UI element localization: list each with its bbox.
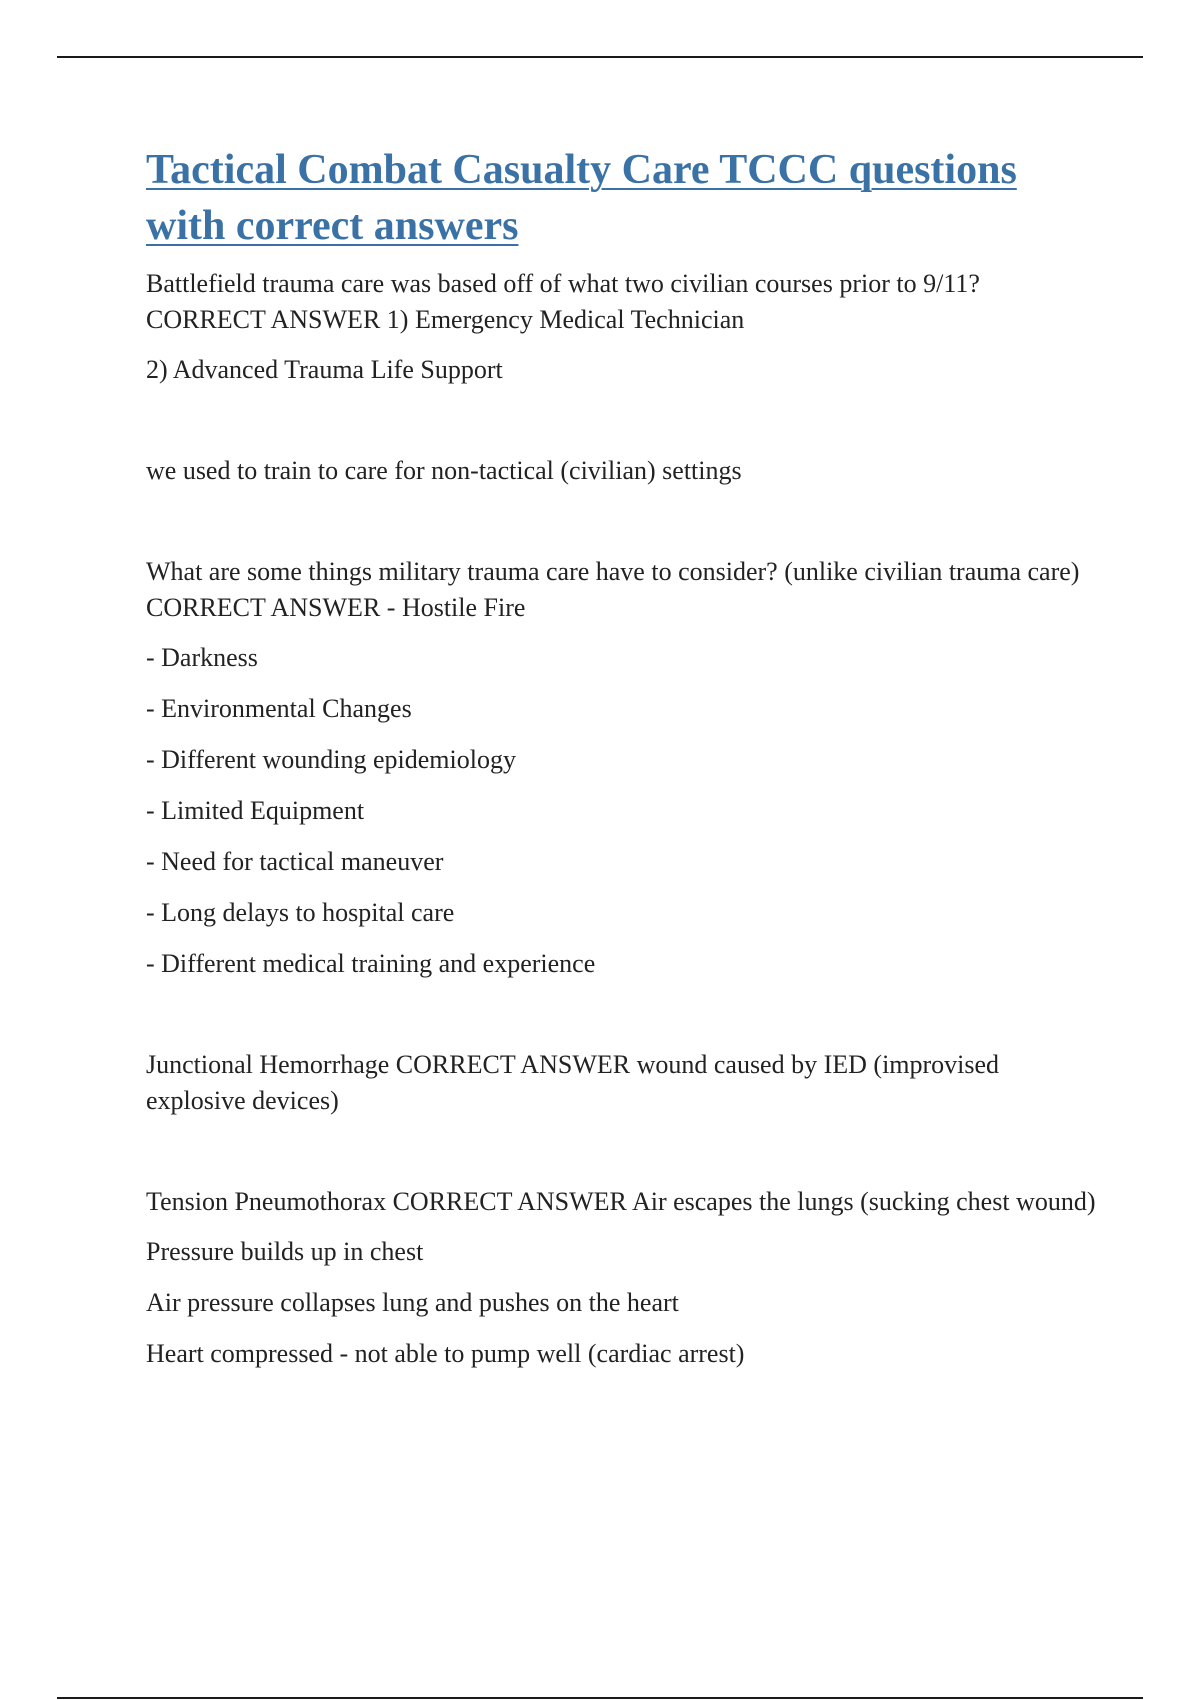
top-divider: [57, 56, 1143, 58]
document-title-link[interactable]: Tactical Combat Casualty Care TCCC questions with correct answers: [146, 147, 1017, 249]
answer-line: - Need for tactical maneuver: [146, 847, 444, 876]
answer-line: - Limited Equipment: [146, 796, 365, 825]
question-text: Junctional Hemorrhage CORRECT ANSWER wound caused by IED (improvised explosive devices): [146, 1050, 1000, 1115]
answer-line: - Darkness: [146, 643, 258, 672]
answer-line: - Long delays to hospital care: [146, 898, 455, 927]
answer-line: Air pressure collapses lung and pushes on the heart: [146, 1288, 679, 1317]
document-body: [146, 142, 1096, 1387]
answer-line: 2) Advanced Trauma Life Support: [146, 355, 503, 384]
bottom-divider: [57, 1697, 1143, 1699]
answer-line: - Different medical training and experience: [146, 949, 596, 978]
qa-block: [146, 1047, 1096, 1119]
answer-line: Pressure builds up in chest: [146, 1237, 424, 1266]
qa-block: [146, 1184, 1096, 1372]
question-text: What are some things military trauma care have to consider? (unlike civilian trauma care) CORRECT ANSWER - Hostile Fire: [146, 557, 1080, 622]
answer-line: - Different wounding epidemiology: [146, 745, 516, 774]
qa-block: [146, 266, 1096, 388]
question-text: we used to train to care for non-tactical (civilian) settings: [146, 456, 742, 485]
answer-line: - Environmental Changes: [146, 694, 412, 723]
qa-block: [146, 554, 1096, 982]
question-text: Battlefield trauma care was based off of what two civilian courses prior to 9/11? CORRECT ANSWER 1) Emergency Medical Technician: [146, 269, 980, 334]
qa-block: [146, 453, 1096, 489]
question-text: Tension Pneumothorax CORRECT ANSWER Air escapes the lungs (sucking chest wound): [146, 1187, 1096, 1216]
answer-line: Heart compressed - not able to pump well (cardiac arrest): [146, 1339, 745, 1368]
